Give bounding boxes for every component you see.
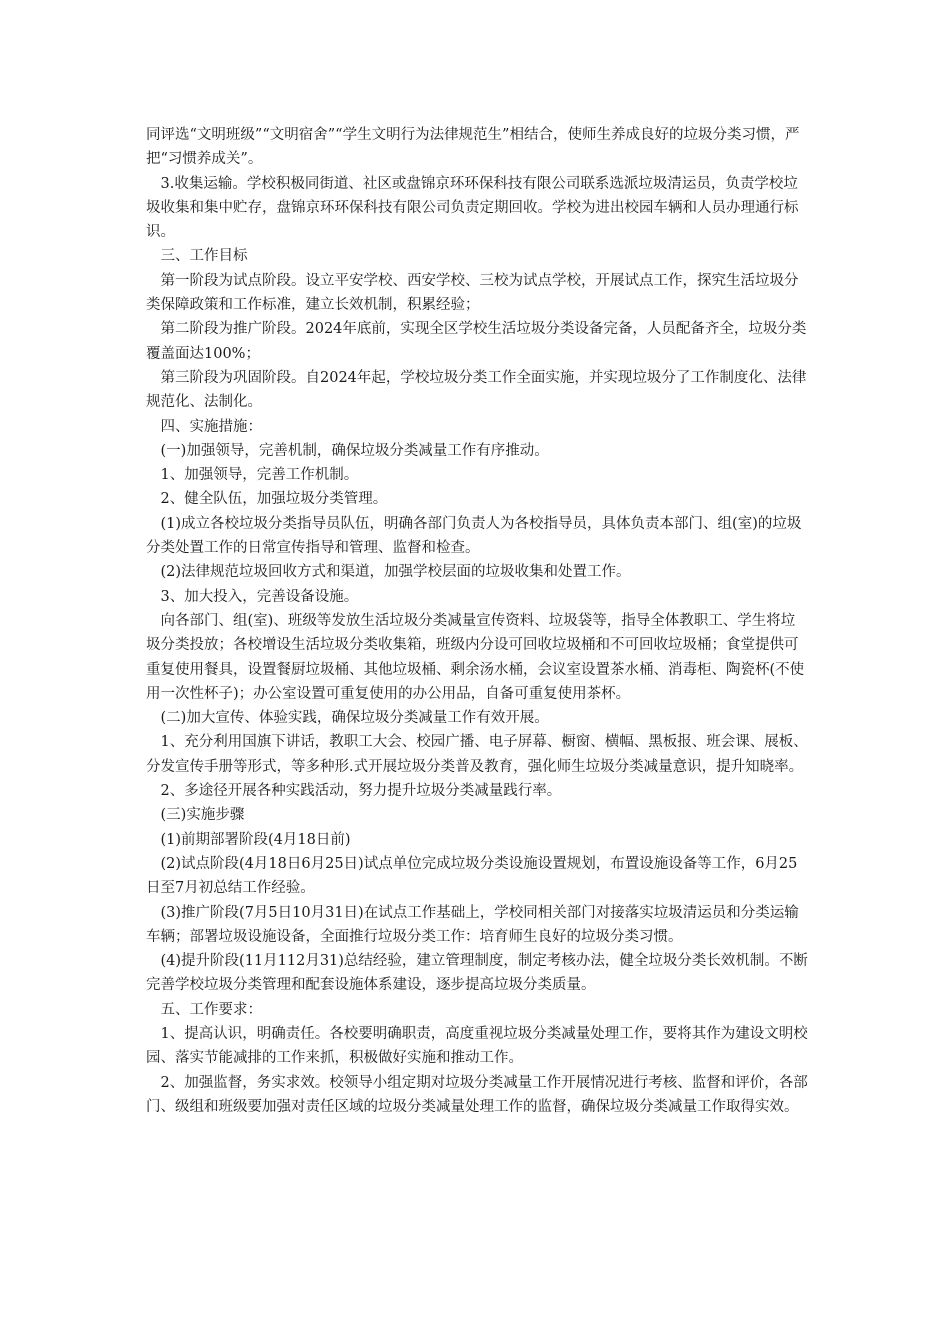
paragraph: 2、健全队伍，加强垃圾分类管理。 xyxy=(160,491,388,508)
paragraph: 3、加大投入，完善设备设施。 xyxy=(160,588,359,605)
paragraph: 向各部门、组(室)、班级等发放生活垃圾分类减量宣传资料、垃圾袋等，指导全体教职工、学生将垃圾分类投放；各校增设生活垃圾分类收集箱，班级内分设可回收垃圾桶和不可回收垃圾桶；食堂提供可重复使用餐具，设置餐厨垃圾桶、其他垃圾桶、剩余汤水桶，会议室设置茶水桶、消毒柜、陶瓷杯(不使用一次性杯子)；办公室设置可重复使用的办公用品，自备可重复使用茶杯。 xyxy=(146,612,805,702)
paragraph: 第二阶段为推广阶段。2024年底前，实现全区学校生活垃圾分类设备完备，人员配备齐全，垃圾分类覆盖面达100%； xyxy=(146,321,807,362)
paragraph: (二)加大宣传、体验实践，确保垃圾分类减量工作有效开展。 xyxy=(160,710,549,727)
paragraph: 2、加强监督，务实求效。校领导小组定期对垃圾分类减量工作开展情况进行考核、监督和评价，各部门、级组和班级要加强对责任区域的垃圾分类减量处理工作的监督，确保垃圾分类减量工作取得实效。 xyxy=(146,1074,808,1115)
paragraph: 1、充分利用国旗下讲话，教职工大会、校园广播、电子屏幕、橱窗、横幅、黑板报、班会课、展板、分发宣传手册等形式，等多种形.式开展垃圾分类普及教育，强化师生垃圾分类减量意识，提升知晓率。 xyxy=(146,734,808,775)
paragraph: 四、实施措施： xyxy=(160,418,262,435)
paragraph: (2)法律规范垃圾回收方式和渠道，加强学校层面的垃圾收集和处置工作。 xyxy=(160,564,631,581)
paragraph: (2)试点阶段(4月18日6月25日)试点单位完成垃圾分类设施设置规划，布置设施设备等工作，6月25日至7月初总结工作经验。 xyxy=(146,855,798,897)
paragraph: (1)前期部署阶段(4月18日前) xyxy=(160,831,351,848)
paragraph: (1)成立各校垃圾分类指导员队伍，明确各部门负责人为各校指导员，具体负责本部门、组(室)的垃圾分类处置工作的日常宣传指导和管理、监督和检查。 xyxy=(146,515,802,557)
paragraph: 1、提高认识，明确责任。各校要明确职责，高度重视垃圾分类减量处理工作，要将其作为建设文明校园、落实节能减排的工作来抓，积极做好实施和推动工作。 xyxy=(146,1025,808,1067)
paragraph: 2、多途径开展各种实践活动，努力提升垃圾分类减量践行率。 xyxy=(160,783,562,800)
paragraph: (3)推广阶段(7月5日10月31日)在试点工作基础上，学校同相关部门对接落实垃圾清运员和分类运输车辆；部署垃圾设施设备，全面推行垃圾分类工作：培育师生良好的垃圾分类习惯。 xyxy=(146,904,799,945)
paragraph: (一)加强领导，完善机制，确保垃圾分类减量工作有序推动。 xyxy=(160,442,549,459)
paragraph: 第一阶段为试点阶段。设立平安学校、西安学校、三校为试点学校，开展试点工作，探究生活垃圾分类保障政策和工作标准，建立长效机制，积累经验； xyxy=(146,272,799,314)
paragraph: 五、工作要求： xyxy=(160,1001,262,1018)
document-body xyxy=(146,123,808,1119)
paragraph: 三、工作目标 xyxy=(160,248,248,265)
paragraph: 同评选“文明班级”“文明宿舍”“学生文明行为法律规范生”相结合，使师生养成良好的垃圾分类习惯，严把“习惯养成关”。 xyxy=(146,127,800,168)
paragraph: (4)提升阶段(11月112月31)总结经验，建立管理制度，制定考核办法，健全垃圾分类长效机制。不断完善学校垃圾分类管理和配套设施体系建设，逐步提高垃圾分类质量。 xyxy=(146,953,808,994)
paragraph: 1、加强领导，完善工作机制。 xyxy=(160,467,359,484)
paragraph: 3.收集运输。学校积极同街道、社区或盘锦京环环保科技有限公司联系选派垃圾清运员，负责学校垃圾收集和集中贮存，盘锦京环环保科技有限公司负责定期回收。学校为进出校园车辆和人员办理通行标识。 xyxy=(146,175,799,241)
paragraph: 第三阶段为巩固阶段。自2024年起，学校垃圾分类工作全面实施，并实现垃圾分了工作制度化、法律规范化、法制化。 xyxy=(146,369,807,411)
paragraph: (三)实施步骤 xyxy=(160,807,245,824)
